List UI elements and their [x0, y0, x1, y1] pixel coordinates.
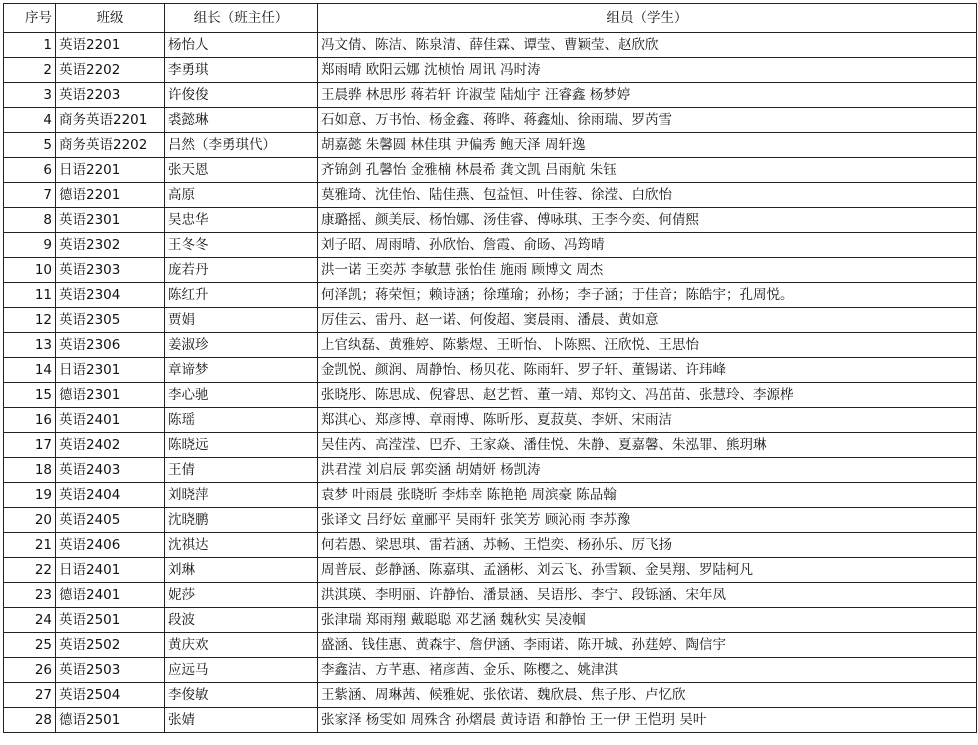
cell-class[interactable]: 英语2404 — [56, 483, 165, 508]
cell-no[interactable]: 27 — [4, 683, 56, 708]
table-row — [4, 458, 977, 483]
cell-no[interactable]: 12 — [4, 308, 56, 333]
table-row — [4, 683, 977, 708]
table-row — [4, 358, 977, 383]
cell-no[interactable]: 28 — [4, 708, 56, 733]
cell-class[interactable]: 英语2502 — [56, 633, 165, 658]
cell-class[interactable]: 英语2403 — [56, 458, 165, 483]
cell-members[interactable]: 刘子昭、周雨晴、孙欣怡、詹霞、俞旸、冯筠晴 — [318, 233, 977, 258]
cell-members[interactable]: 张津瑞 郑雨翔 戴聪聪 邓艺涵 魏秋实 吴凌帼 — [318, 608, 977, 633]
cell-leader[interactable]: 吕然（李勇琪代） — [165, 133, 318, 158]
cell-leader[interactable]: 章谛梦 — [165, 358, 318, 383]
cell-leader[interactable]: 庞若丹 — [165, 258, 318, 283]
table-row — [4, 708, 977, 733]
cell-no[interactable]: 5 — [4, 133, 56, 158]
cell-members[interactable]: 金凯悦、颜润、周静怡、杨贝花、陈雨轩、罗子轩、董锡诺、许玮峰 — [318, 358, 977, 383]
cell-class[interactable]: 英语2306 — [56, 333, 165, 358]
cell-members[interactable]: 康璐摇、颜美辰、杨怡娜、汤佳睿、傅咏琪、王李今奕、何倩熙 — [318, 208, 977, 233]
cell-class[interactable]: 商务英语2201 — [56, 108, 165, 133]
cell-no[interactable]: 3 — [4, 83, 56, 108]
table-row — [4, 383, 977, 408]
cell-members[interactable]: 张家泽 杨雯如 周殊含 孙熠晨 黄诗语 和静怡 王一伊 王恺玥 吴叶 — [318, 708, 977, 733]
cell-leader[interactable]: 陈瑶 — [165, 408, 318, 433]
cell-members[interactable]: 郑淇心、郑彦博、章雨博、陈昕彤、夏菽莫、李妍、宋雨洁 — [318, 408, 977, 433]
cell-leader[interactable]: 裘懿琳 — [165, 108, 318, 133]
table-row — [4, 483, 977, 508]
table-row — [4, 308, 977, 333]
table-row — [4, 83, 977, 108]
cell-members[interactable]: 袁梦 叶雨晨 张晓昕 李炜幸 陈艳艳 周滨豪 陈品翰 — [318, 483, 977, 508]
cell-no[interactable]: 23 — [4, 583, 56, 608]
table-row — [4, 108, 977, 133]
cell-leader[interactable]: 高原 — [165, 183, 318, 208]
cell-leader[interactable]: 张婧 — [165, 708, 318, 733]
cell-no[interactable]: 9 — [4, 233, 56, 258]
cell-no[interactable]: 15 — [4, 383, 56, 408]
header-leader[interactable]: 组长（班主任） — [165, 4, 318, 33]
cell-leader[interactable]: 李勇琪 — [165, 58, 318, 83]
cell-class[interactable]: 英语2402 — [56, 433, 165, 458]
cell-class[interactable]: 英语2501 — [56, 608, 165, 633]
cell-class[interactable]: 英语2202 — [56, 58, 165, 83]
cell-members[interactable]: 何若愚、梁思琪、雷若涵、苏畅、王恺奕、杨孙乐、厉飞扬 — [318, 533, 977, 558]
table-row — [4, 133, 977, 158]
cell-leader[interactable]: 李俊敏 — [165, 683, 318, 708]
table-row — [4, 433, 977, 458]
cell-leader[interactable]: 王冬冬 — [165, 233, 318, 258]
cell-class[interactable]: 日语2401 — [56, 558, 165, 583]
cell-class[interactable]: 英语2503 — [56, 658, 165, 683]
cell-leader[interactable]: 陈红升 — [165, 283, 318, 308]
table-row — [4, 508, 977, 533]
cell-members[interactable]: 厉佳云、雷丹、赵一诺、何俊超、窦晨雨、潘晨、黄如意 — [318, 308, 977, 333]
table-row — [4, 58, 977, 83]
cell-leader[interactable]: 沈晓鹏 — [165, 508, 318, 533]
cell-class[interactable]: 德语2301 — [56, 383, 165, 408]
cell-members[interactable]: 齐锦剑 孔馨怡 金雅楠 林晨希 龚文凯 吕雨航 朱钰 — [318, 158, 977, 183]
cell-leader[interactable]: 应远马 — [165, 658, 318, 683]
cell-members[interactable]: 李鑫洁、方芊惠、褚彦茜、金乐、陈樱之、姚津淇 — [318, 658, 977, 683]
cell-class[interactable]: 德语2201 — [56, 183, 165, 208]
cell-no[interactable]: 14 — [4, 358, 56, 383]
cell-class[interactable]: 英语2401 — [56, 408, 165, 433]
table-row — [4, 333, 977, 358]
header-members[interactable]: 组员（学生） — [318, 4, 977, 33]
cell-members[interactable]: 张晓彤、陈思成、倪睿思、赵艺哲、董一靖、郑钧文、冯茁苗、张慧玲、李源桦 — [318, 383, 977, 408]
cell-members[interactable]: 盛涵、钱佳惠、黄森宇、詹伊涵、李雨诺、陈开城、孙莛婷、陶信宇 — [318, 633, 977, 658]
table-row — [4, 158, 977, 183]
table-row — [4, 33, 977, 58]
table-row — [4, 658, 977, 683]
cell-members[interactable]: 王晨骅 林思彤 蒋若轩 许淑莹 陆灿宇 汪睿鑫 杨梦婷 — [318, 83, 977, 108]
table-row — [4, 283, 977, 308]
cell-leader[interactable]: 沈祺达 — [165, 533, 318, 558]
table-row — [4, 233, 977, 258]
cell-members[interactable]: 莫雅琦、沈佳怡、陆佳燕、包益恒、叶佳蓉、徐滢、白欣怡 — [318, 183, 977, 208]
cell-members[interactable]: 冯文倩、陈洁、陈泉清、薛佳霖、谭莹、曹颖莹、赵欣欣 — [318, 33, 977, 58]
cell-members[interactable]: 胡嘉懿 朱馨圆 林佳琪 尹偏秀 鲍天泽 周轩逸 — [318, 133, 977, 158]
cell-leader[interactable]: 贾娟 — [165, 308, 318, 333]
cell-no[interactable]: 21 — [4, 533, 56, 558]
cell-members[interactable]: 上官纨磊、黄雅婷、陈紫煜、王昕怡、卜陈熙、汪欣悦、王思怡 — [318, 333, 977, 358]
cell-members[interactable]: 王紫涵、周琳茜、候雅妮、张依诺、魏欣晨、焦子彤、卢忆欣 — [318, 683, 977, 708]
cell-no[interactable]: 18 — [4, 458, 56, 483]
cell-leader[interactable]: 张天恩 — [165, 158, 318, 183]
cell-class[interactable]: 英语2303 — [56, 258, 165, 283]
cell-class[interactable]: 商务英语2202 — [56, 133, 165, 158]
cell-no[interactable]: 22 — [4, 558, 56, 583]
cell-no[interactable]: 13 — [4, 333, 56, 358]
cell-no[interactable]: 6 — [4, 158, 56, 183]
cell-no[interactable]: 2 — [4, 58, 56, 83]
table-row — [4, 208, 977, 233]
cell-class[interactable]: 英语2201 — [56, 33, 165, 58]
cell-members[interactable]: 洪君滢 刘启辰 郭奕涵 胡婧妍 杨凯涛 — [318, 458, 977, 483]
cell-leader[interactable]: 陈晓远 — [165, 433, 318, 458]
cell-leader[interactable]: 杨怡人 — [165, 33, 318, 58]
cell-no[interactable]: 4 — [4, 108, 56, 133]
cell-no[interactable]: 7 — [4, 183, 56, 208]
cell-no[interactable]: 8 — [4, 208, 56, 233]
table-row — [4, 608, 977, 633]
cell-no[interactable]: 17 — [4, 433, 56, 458]
cell-no[interactable]: 10 — [4, 258, 56, 283]
table-row — [4, 558, 977, 583]
cell-no[interactable]: 11 — [4, 283, 56, 308]
header-no[interactable]: 序号 — [4, 4, 56, 33]
cell-leader[interactable]: 妮莎 — [165, 583, 318, 608]
cell-no[interactable]: 24 — [4, 608, 56, 633]
cell-leader[interactable]: 许俊俊 — [165, 83, 318, 108]
table-row — [4, 633, 977, 658]
cell-leader[interactable]: 吴忠华 — [165, 208, 318, 233]
cell-members[interactable]: 吴佳芮、高滢滢、巴乔、王家焱、潘佳悦、朱静、夏嘉馨、朱泓罪、熊玥琳 — [318, 433, 977, 458]
cell-members[interactable]: 洪一诺 王奕苏 李敏慧 张怡佳 施雨 顾博文 周杰 — [318, 258, 977, 283]
table-row — [4, 258, 977, 283]
cell-class[interactable]: 日语2301 — [56, 358, 165, 383]
table-row — [4, 533, 977, 558]
cell-members[interactable]: 洪淇瑛、李明丽、许静怡、潘景涵、吴语彤、李宁、段铄涵、宋年凤 — [318, 583, 977, 608]
cell-class[interactable]: 英语2405 — [56, 508, 165, 533]
cell-class[interactable]: 日语2201 — [56, 158, 165, 183]
cell-class[interactable]: 德语2501 — [56, 708, 165, 733]
cell-no[interactable]: 16 — [4, 408, 56, 433]
cell-members[interactable]: 何泽凯；蒋荣恒；赖诗涵；徐瑾瑜；孙杨；李子涵；于佳音；陈皓宇；孔周悦。 — [318, 283, 977, 308]
cell-leader[interactable]: 王倩 — [165, 458, 318, 483]
cell-class[interactable]: 英语2305 — [56, 308, 165, 333]
cell-class[interactable]: 英语2304 — [56, 283, 165, 308]
cell-no[interactable]: 1 — [4, 33, 56, 58]
table-row — [4, 583, 977, 608]
cell-class[interactable]: 英语2406 — [56, 533, 165, 558]
cell-class[interactable]: 英语2504 — [56, 683, 165, 708]
cell-class[interactable]: 英语2302 — [56, 233, 165, 258]
table-row — [4, 183, 977, 208]
cell-no[interactable]: 25 — [4, 633, 56, 658]
header-row — [4, 4, 977, 33]
cell-leader[interactable]: 黄庆欢 — [165, 633, 318, 658]
cell-class[interactable]: 英语2301 — [56, 208, 165, 233]
cell-no[interactable]: 20 — [4, 508, 56, 533]
table-row — [4, 408, 977, 433]
cell-members[interactable]: 张译文 吕纾妘 童郦平 吴雨轩 张笑芳 顾沁雨 李苏豫 — [318, 508, 977, 533]
cell-class[interactable]: 英语2203 — [56, 83, 165, 108]
cell-class[interactable]: 德语2401 — [56, 583, 165, 608]
group-roster-table — [3, 3, 977, 733]
cell-no[interactable]: 26 — [4, 658, 56, 683]
cell-leader[interactable]: 刘琳 — [165, 558, 318, 583]
cell-leader[interactable]: 李心驰 — [165, 383, 318, 408]
cell-leader[interactable]: 刘晓萍 — [165, 483, 318, 508]
cell-no[interactable]: 19 — [4, 483, 56, 508]
cell-members[interactable]: 石如意、万书怡、杨金鑫、蒋晔、蒋鑫灿、徐雨瑞、罗芮雪 — [318, 108, 977, 133]
cell-leader[interactable]: 姜淑珍 — [165, 333, 318, 358]
header-class[interactable]: 班级 — [56, 4, 165, 33]
cell-leader[interactable]: 段波 — [165, 608, 318, 633]
cell-members[interactable]: 周普辰、彭静涵、陈嘉琪、孟涵彬、刘云飞、孙雪颖、金昊翔、罗陆柯凡 — [318, 558, 977, 583]
cell-members[interactable]: 郑雨晴 欧阳云娜 沈桢怡 周讯 冯时涛 — [318, 58, 977, 83]
